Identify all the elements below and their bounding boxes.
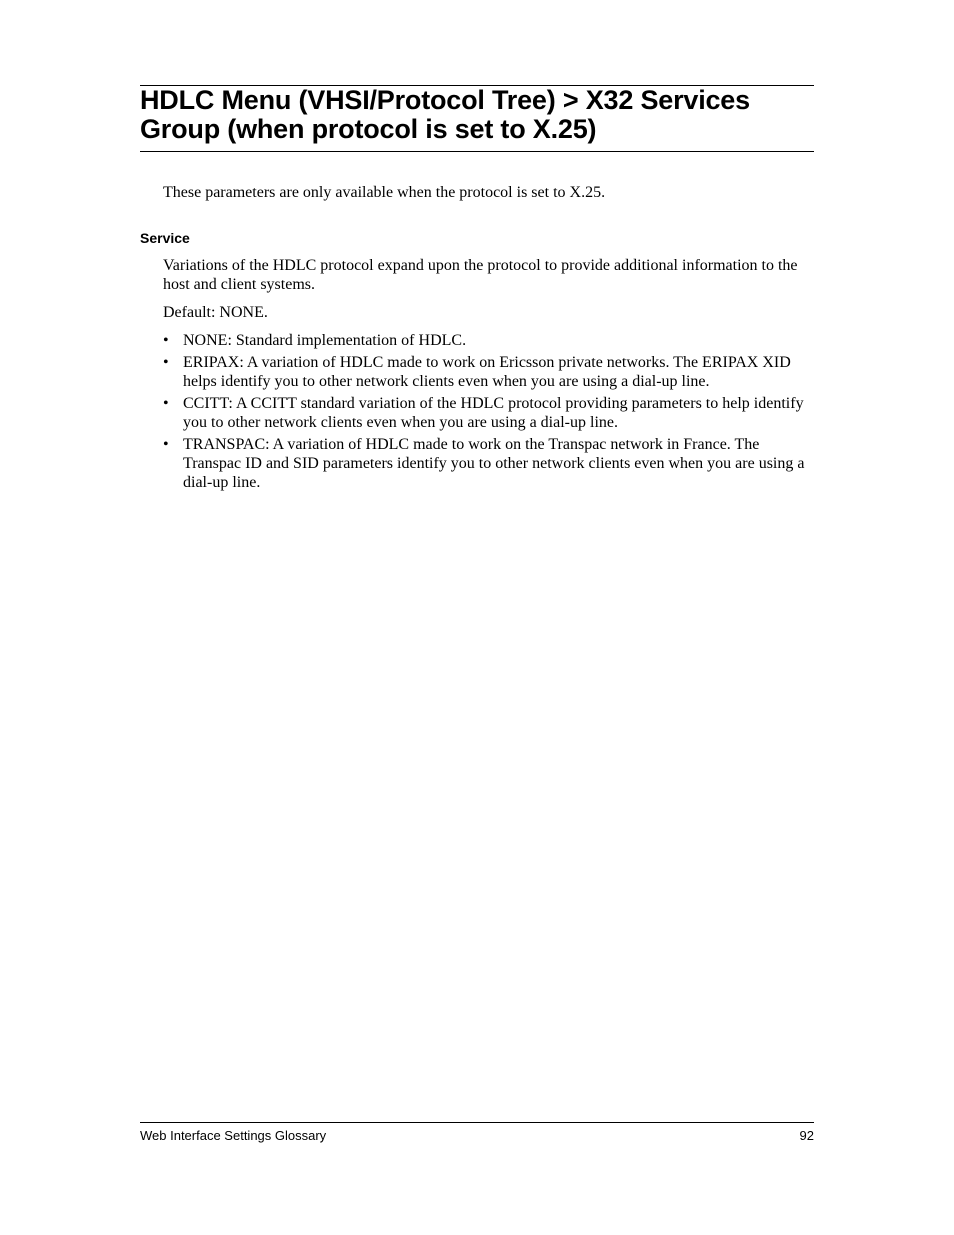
option-none: NONE: Standard implementation of HDLC. (183, 332, 467, 349)
service-options-list (163, 331, 815, 495)
service-description: Variations of the HDLC protocol expand upon the protocol to provide additional information to the host and client systems. (163, 257, 798, 293)
list-item (163, 394, 815, 432)
footer-title: Web Interface Settings Glossary (140, 1128, 327, 1143)
option-transpac: TRANSPAC: A variation of HDLC made to work on the Transpac network in France. The Transpac ID and SID parameters identify you to other network clients even when you are using a dial-up line. (183, 436, 805, 491)
service-heading: Service (140, 230, 190, 246)
option-eripax: ERIPAX: A variation of HDLC made to work on Ericsson private networks. The ERIPAX XID helps identify you to other network clients even when you are using a dial-up line. (183, 354, 791, 390)
list-item (163, 331, 815, 350)
heading-line-1: HDLC Menu (VHSI/Protocol Tree) > X32 Services (140, 85, 750, 115)
bullet-glyph: • (163, 395, 169, 412)
page-heading (140, 86, 820, 144)
bullet-glyph: • (163, 354, 169, 371)
list-item (163, 435, 815, 492)
bullet-glyph: • (163, 436, 169, 453)
footer-rule (140, 1122, 814, 1123)
list-item (163, 353, 815, 391)
heading-line-2: Group (when protocol is set to X.25) (140, 114, 597, 144)
option-ccitt: CCITT: A CCITT standard variation of the HDLC protocol providing parameters to help identify you to other network clients even when you are using a dial-up line. (183, 395, 804, 431)
intro-paragraph: These parameters are only available when the protocol is set to X.25. (163, 184, 606, 201)
page-number: 92 (799, 1128, 814, 1143)
service-default: Default: NONE. (163, 304, 268, 321)
heading-rule (140, 151, 814, 152)
bullet-glyph: • (163, 332, 169, 349)
